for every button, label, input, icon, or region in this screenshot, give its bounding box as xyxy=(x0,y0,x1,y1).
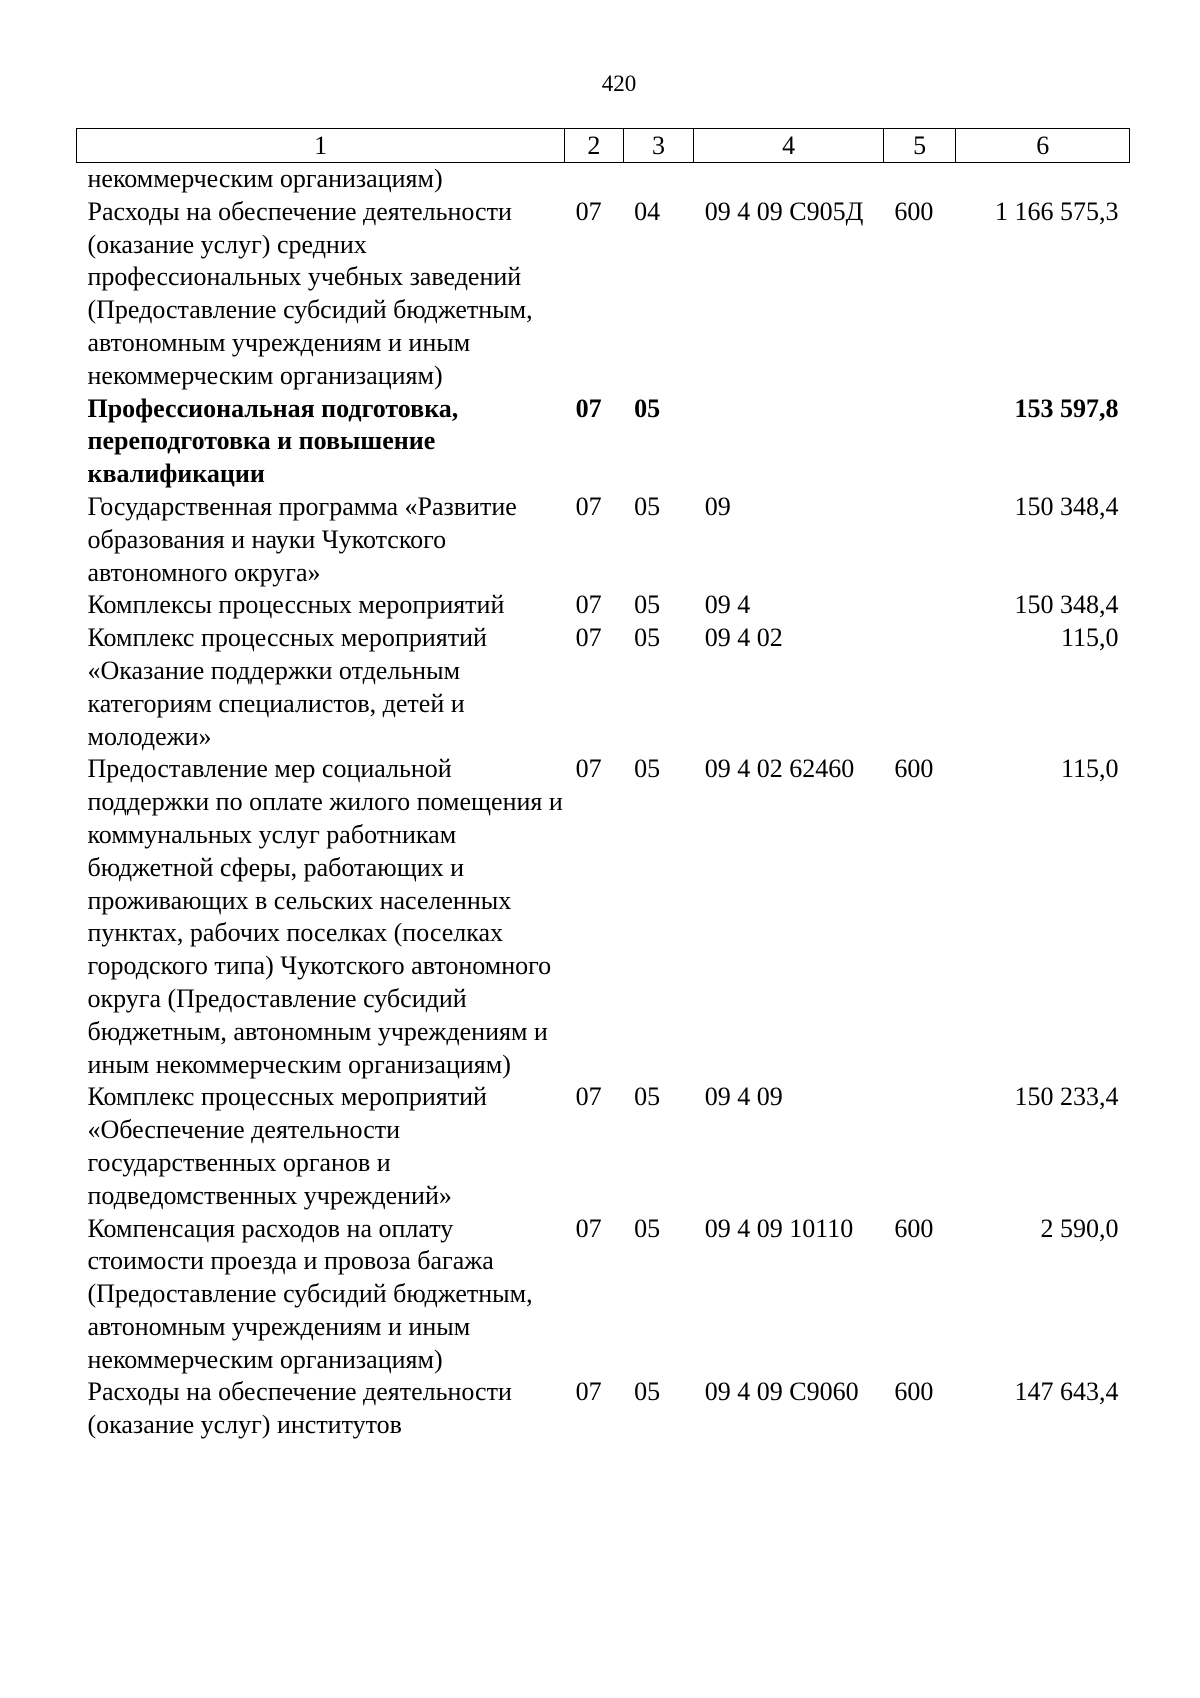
row-amount: 153 597,8 xyxy=(1014,393,1119,423)
row-name: Профессиональная подготовка, переподготовка и повышение квалификации xyxy=(87,393,459,489)
table-row xyxy=(77,491,1130,589)
table-row xyxy=(77,589,1130,622)
page-number: 420 xyxy=(601,71,637,96)
row-subsection: 05 xyxy=(634,1377,661,1407)
row-name: некоммерческим организациям) xyxy=(87,164,443,193)
row-expense-type: 600 xyxy=(894,1377,934,1407)
row-name: Расходы на обеспечение деятельности (оказание услуг) средних профессиональных учебных заведений (Предоставление субсидий бюджетным, автономным учреждениям и иным некоммерческим организациям) xyxy=(87,196,533,390)
row-target-article: 09 4 09 xyxy=(704,1082,783,1112)
row-amount: 115,0 xyxy=(1060,623,1119,653)
row-section: 07 xyxy=(575,393,602,423)
row-expense-type: 600 xyxy=(894,196,934,226)
row-target-article: 09 4 02 xyxy=(704,623,783,653)
row-target-article xyxy=(694,163,884,196)
row-amount: 150 348,4 xyxy=(1014,590,1119,620)
row-section: 07 xyxy=(575,196,602,226)
row-section: 07 xyxy=(575,754,602,784)
row-name: Компенсация расходов на оплату стоимости проезда и провоза багажа (Предоставление субсидий бюджетным, автономным учреждениям и иным некоммерческим организациям) xyxy=(87,1213,533,1374)
row-expense-type: 600 xyxy=(894,754,934,784)
table-row xyxy=(77,753,1130,1081)
row-subsection: 04 xyxy=(634,196,661,226)
table-row-section-total xyxy=(77,393,1130,491)
row-subsection: 05 xyxy=(634,623,661,653)
row-section: 07 xyxy=(575,491,602,521)
row-amount: 150 233,4 xyxy=(1014,1082,1119,1112)
row-section: 07 xyxy=(575,623,602,653)
header-col-section: 2 xyxy=(565,129,624,163)
table-header xyxy=(77,129,1130,163)
table-row xyxy=(77,196,1130,393)
header-col-name: 1 xyxy=(77,129,565,163)
row-expense-type xyxy=(883,393,956,491)
row-name: Комплекс процессных мероприятий «Оказание поддержки отдельным категориям специалистов, детей и молодежи» xyxy=(87,623,487,751)
row-subsection: 05 xyxy=(634,754,661,784)
row-subsection: 05 xyxy=(634,1213,661,1243)
row-amount: 150 348,4 xyxy=(1014,491,1119,521)
row-name: Предоставление мер социальной поддержки по оплате жилого помещения и коммунальных услуг работникам бюджетной сферы, работающих и проживающих в сельских населенных пунктах, рабочих поселках (поселках городского типа) Чукотского автономного округа (Предоставление субсидий бюджетным, автономным учреждениям и иным некоммерческим организациям) xyxy=(87,754,563,1079)
row-target-article: 09 4 09 10110 xyxy=(704,1213,854,1243)
row-amount: 1 166 575,3 xyxy=(995,196,1119,226)
header-col-target-article: 4 xyxy=(694,129,884,163)
row-expense-type: 600 xyxy=(894,1213,934,1243)
row-section xyxy=(565,163,624,196)
header-row xyxy=(77,129,1130,163)
row-target-article: 09 4 09 С9060 xyxy=(704,1377,859,1407)
row-expense-type xyxy=(883,163,956,196)
row-section: 07 xyxy=(575,1377,602,1407)
row-expense-type xyxy=(883,491,956,589)
row-subsection: 05 xyxy=(634,491,661,521)
row-amount: 2 590,0 xyxy=(1040,1213,1119,1243)
row-name: Комплексы процессных мероприятий xyxy=(87,590,505,620)
header-col-expense-type: 5 xyxy=(883,129,956,163)
row-name: Комплекс процессных мероприятий «Обеспечение деятельности государственных органов и подведомственных учреждений» xyxy=(87,1082,487,1210)
header-col-amount: 6 xyxy=(956,129,1130,163)
row-amount xyxy=(956,163,1130,196)
row-amount: 115,0 xyxy=(1060,754,1119,784)
row-amount: 147 643,4 xyxy=(1014,1377,1119,1407)
table-row xyxy=(77,1081,1130,1212)
table-row xyxy=(77,622,1130,753)
table-row xyxy=(77,163,1130,196)
budget-table xyxy=(76,128,1130,1442)
row-section: 07 xyxy=(575,1082,602,1112)
row-target-article: 09 4 xyxy=(704,590,751,620)
row-expense-type xyxy=(883,622,956,753)
table-row xyxy=(77,1376,1130,1442)
row-expense-type xyxy=(883,1081,956,1212)
row-name: Государственная программа «Развитие образования и науки Чукотского автономного округа» xyxy=(87,491,517,587)
row-section: 07 xyxy=(575,1213,602,1243)
row-target-article xyxy=(694,393,884,491)
row-section: 07 xyxy=(575,590,602,620)
row-subsection xyxy=(623,163,694,196)
row-target-article: 09 xyxy=(704,491,731,521)
row-subsection: 05 xyxy=(634,1082,661,1112)
table-body xyxy=(77,163,1130,1443)
row-expense-type xyxy=(883,589,956,622)
row-name: Расходы на обеспечение деятельности (оказание услуг) институтов xyxy=(87,1377,512,1440)
row-subsection: 05 xyxy=(634,590,661,620)
table-row xyxy=(77,1213,1130,1377)
row-target-article: 09 4 09 С905Д xyxy=(704,196,864,226)
header-col-subsection: 3 xyxy=(623,129,694,163)
row-target-article: 09 4 02 62460 xyxy=(704,754,855,784)
row-subsection: 05 xyxy=(634,393,661,423)
